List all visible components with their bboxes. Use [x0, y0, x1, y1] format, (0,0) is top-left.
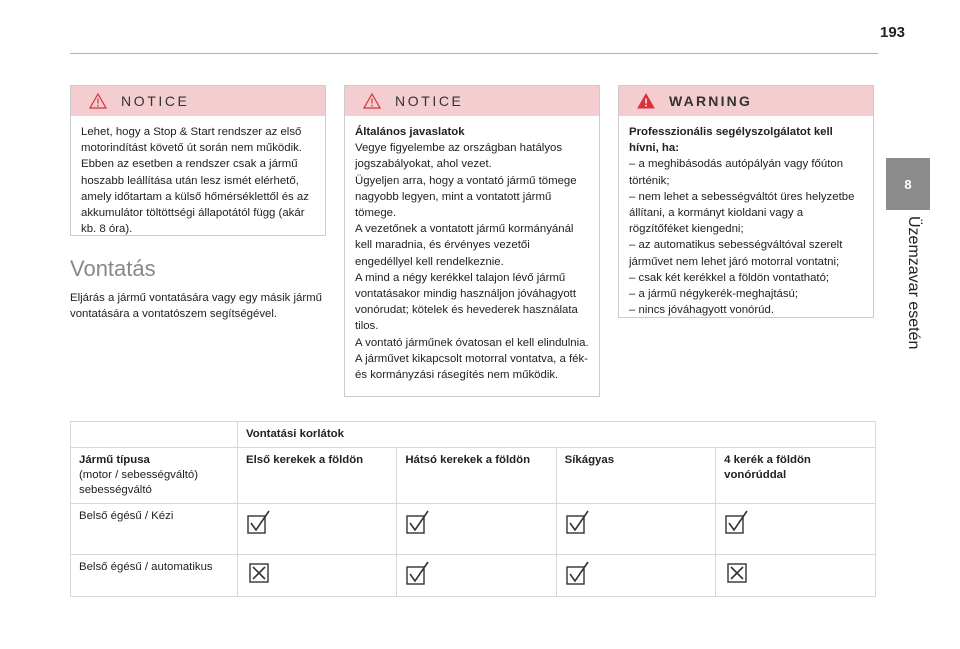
warning-box-right [618, 85, 874, 318]
table-cell [397, 555, 556, 597]
warning-item: – a jármű négykerék-meghajtású; [629, 288, 799, 301]
table-cell [716, 555, 876, 597]
row-label: Belső égésű / Kézi [71, 504, 238, 555]
check-icon [565, 509, 591, 535]
notice-paragraph: A járművet kikapcsolt motorral vontatva, a fék- és kormányzási rásegítés nem működik. [355, 352, 588, 382]
notice-heading: Általános javaslatok [355, 126, 465, 138]
table-row-header [71, 448, 238, 504]
row-header-bold: Jármű típusa [79, 454, 150, 466]
chapter-title: Üzemzavar esetén [905, 216, 922, 350]
notice-paragraph: A vontató járműnek óvatosan el kell elindulnia. [355, 336, 589, 349]
warning-label: WARNING [669, 93, 753, 109]
notice-paragraph: Vegye figyelembe az országban hatályos jogszabályokat, ahol vezet. [355, 142, 563, 171]
warning-item: – nincs jóváhagyott vonórúd. [629, 304, 775, 317]
page-number: 193 [880, 24, 906, 41]
table-row [71, 555, 876, 597]
warning-item: – az automatikus sebességváltóval szerelt járművet nem lehet járó motorral vontatni; [629, 239, 843, 268]
warning-item: – nem lehet a sebességváltót üres helyzetbe állítani, a kormányt kioldani vagy a rögzítőféket kiengedni; [629, 190, 855, 236]
table-cell [238, 555, 397, 597]
warning-item: – csak két kerékkel a földön vontatható; [629, 271, 830, 284]
table-cell-empty [71, 422, 238, 448]
check-icon [405, 509, 431, 535]
column-header: Síkágyas [556, 448, 716, 504]
check-icon [246, 509, 272, 535]
warning-triangle-icon [89, 93, 107, 109]
chapter-number: 8 [904, 176, 912, 192]
row-header-sub: (motor / sebességváltó) sebességváltó [79, 469, 199, 496]
notice-paragraph: Ügyeljen arra, hogy a vontató jármű tömege nagyobb legyen, mint a vontatott jármű tömege. [355, 174, 577, 220]
column-header: Első kerekek a földön [238, 448, 397, 504]
notice-box-middle [344, 85, 600, 397]
notice-label: NOTICE [121, 93, 190, 109]
table-title: Vontatási korlátok [238, 422, 876, 448]
cross-icon [724, 560, 750, 586]
towing-limits-table [70, 421, 876, 597]
section-intro: Eljárás a jármű vontatására vagy egy másik jármű vontatására a vontatószem segítségével. [70, 292, 322, 320]
table-cell [238, 504, 397, 555]
warning-item: – a meghibásodás autópályán vagy főúton történik; [629, 158, 844, 187]
column-header: Hátsó kerekek a földön [397, 448, 556, 504]
notice-paragraph: A mind a négy kerékkel talajon lévő jármű vontatásakor mindig használjon jóváhagyott vonórudat; kötelek és hevederek használata tilos. [355, 271, 578, 333]
section-title: Vontatás [70, 256, 156, 281]
notice-label: NOTICE [395, 93, 464, 109]
check-icon [724, 509, 750, 535]
table-cell [556, 555, 716, 597]
check-icon [565, 560, 591, 586]
check-icon [405, 560, 431, 586]
table-cell [397, 504, 556, 555]
column-header: 4 kerék a földön vonórúddal [716, 448, 876, 504]
table-row [71, 504, 876, 555]
row-label: Belső égésű / automatikus [71, 555, 238, 597]
warning-triangle-icon [363, 93, 381, 109]
warning-triangle-icon [637, 93, 655, 109]
chapter-tab [886, 158, 930, 210]
table-title-row [71, 422, 876, 448]
cross-icon [246, 560, 272, 586]
table-cell [716, 504, 876, 555]
notice-text: Lehet, hogy a Stop & Start rendszer az első motorindítást követő út során nem működik. Ebben az esetben a rendszer csak a jármű hoszabb leállítása után lesz ismét elérhető, amely időtartam a külső hőmérséklettől és az akkumulátor töltöttségi állapotától függ (akár kb. 8 óra). [81, 126, 309, 236]
notice-header [71, 86, 325, 116]
table-header-row [71, 448, 876, 504]
warning-header [619, 86, 873, 116]
warning-heading: Professzionális segélyszolgálatot kell hívni, ha: [629, 126, 833, 155]
top-rule [70, 53, 878, 54]
notice-paragraph: A vezetőnek a vontatott jármű kormányánál kell maradnia, és érvényes vezetői engedéllyel kell rendelkeznie. [355, 223, 574, 268]
notice-box-left [70, 85, 326, 236]
table-cell [556, 504, 716, 555]
notice-header [345, 86, 599, 116]
